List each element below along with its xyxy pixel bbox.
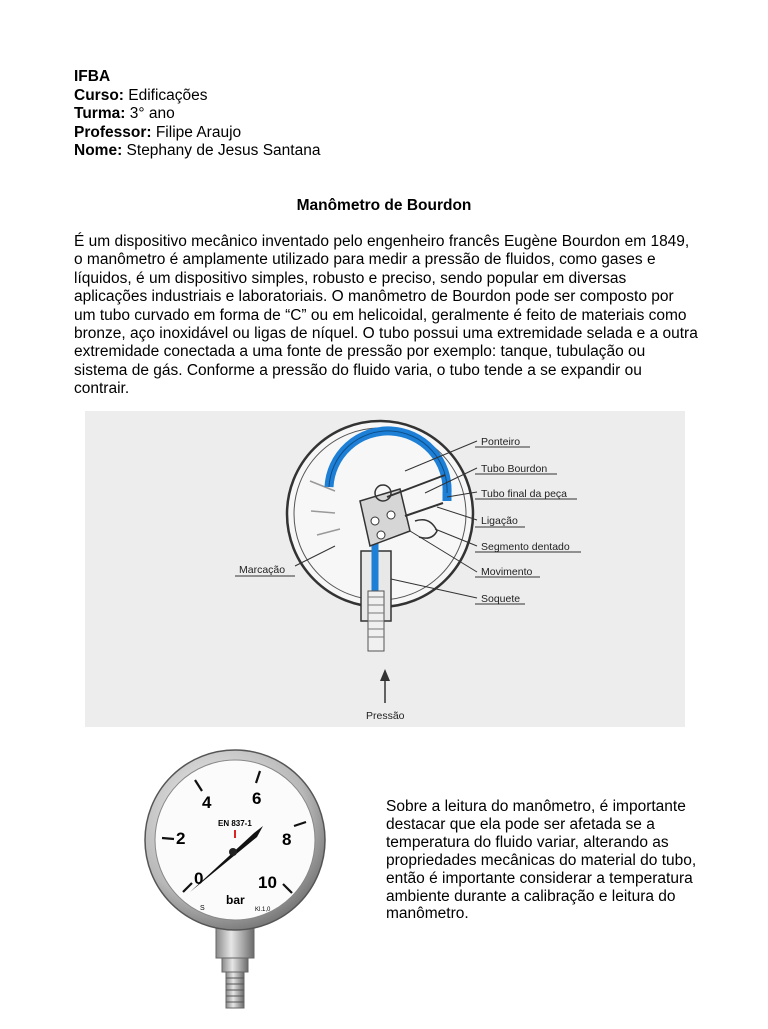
bourdon-diagram-svg [85, 411, 685, 727]
gauge-number-4: 4 [202, 793, 212, 812]
student-name-line: Nome: Stephany de Jesus Santana [74, 142, 321, 160]
page-title: Manômetro de Bourdon [296, 197, 472, 214]
label-movimento: Movimento [481, 566, 533, 578]
gauge-needle-hub [229, 848, 237, 856]
label-ponteiro: Ponteiro [481, 436, 521, 448]
course-line: Curso: Edificações [74, 86, 208, 104]
gauge-number-10: 10 [258, 873, 277, 892]
document-header [74, 68, 320, 161]
teacher-line: Professor: Filipe Araujo [74, 123, 242, 141]
label-segmento: Segmento dentado [481, 541, 570, 553]
gauge-number-0: 0 [194, 869, 204, 888]
gauge-photo-svg [140, 740, 360, 1024]
pressure-arrow-head [380, 669, 390, 681]
screw-3 [377, 531, 385, 539]
reading-note-paragraph: Sobre a leitura do manômetro, é importante destacar que ela pode ser afetada se a temperatura do fluido variar, alterando as propriedades mecânicas do material do tubo, então é importante considerar a temperatura ambiente durante a calibração e leitura do manômetro. [386, 798, 697, 923]
gauge-class: Kl.1,0 [255, 907, 271, 913]
class-line: Turma: 3° ano [74, 105, 175, 123]
screw-1 [371, 517, 379, 525]
screw-2 [387, 511, 395, 519]
gauge-standard: EN 837-1 [218, 819, 252, 828]
label-tubo-final: Tubo final da peça [481, 488, 568, 500]
bourdon-diagram [85, 411, 685, 727]
gauge-s-mark: S [200, 905, 205, 912]
gauge-photo [140, 740, 360, 1024]
institution: IFBA [74, 68, 111, 85]
intro-paragraph: É um dispositivo mecânico inventado pelo engenheiro francês Eugène Bourdon em 1849, o manômetro é amplamente utilizado para medir a pressão de fluidos, como gases e líquidos, é um dispositivo simples, robusto e preciso, sendo popular em diversas aplicações industriais e laboratoriais. O manômetro de Bourdon pode ser composto por um tubo curvado em forma de “C” ou em helicoidal, geralmente é feito de materiais como bronze, aço inoxidável ou ligas de níquel. O tubo possui uma extremidade selada e a outra extremidade conectada a uma fonte de pressão por exemplo: tanque, tubulação ou sistema de gás. Conforme a pressão do fluido varia, o tubo tende a se expandir ou contrair. [74, 233, 698, 398]
gauge-number-6: 6 [252, 789, 262, 808]
label-soquete: Soquete [481, 593, 521, 605]
label-pressao: Pressão [366, 710, 405, 722]
label-ligacao: Ligação [481, 515, 518, 527]
label-marcacao: Marcação [239, 564, 286, 576]
gauge-number-8: 8 [282, 830, 292, 849]
label-tubo-bourdon: Tubo Bourdon [481, 463, 548, 475]
gauge-hex [222, 958, 248, 972]
gauge-number-2: 2 [176, 829, 186, 848]
gauge-unit: bar [226, 893, 245, 907]
